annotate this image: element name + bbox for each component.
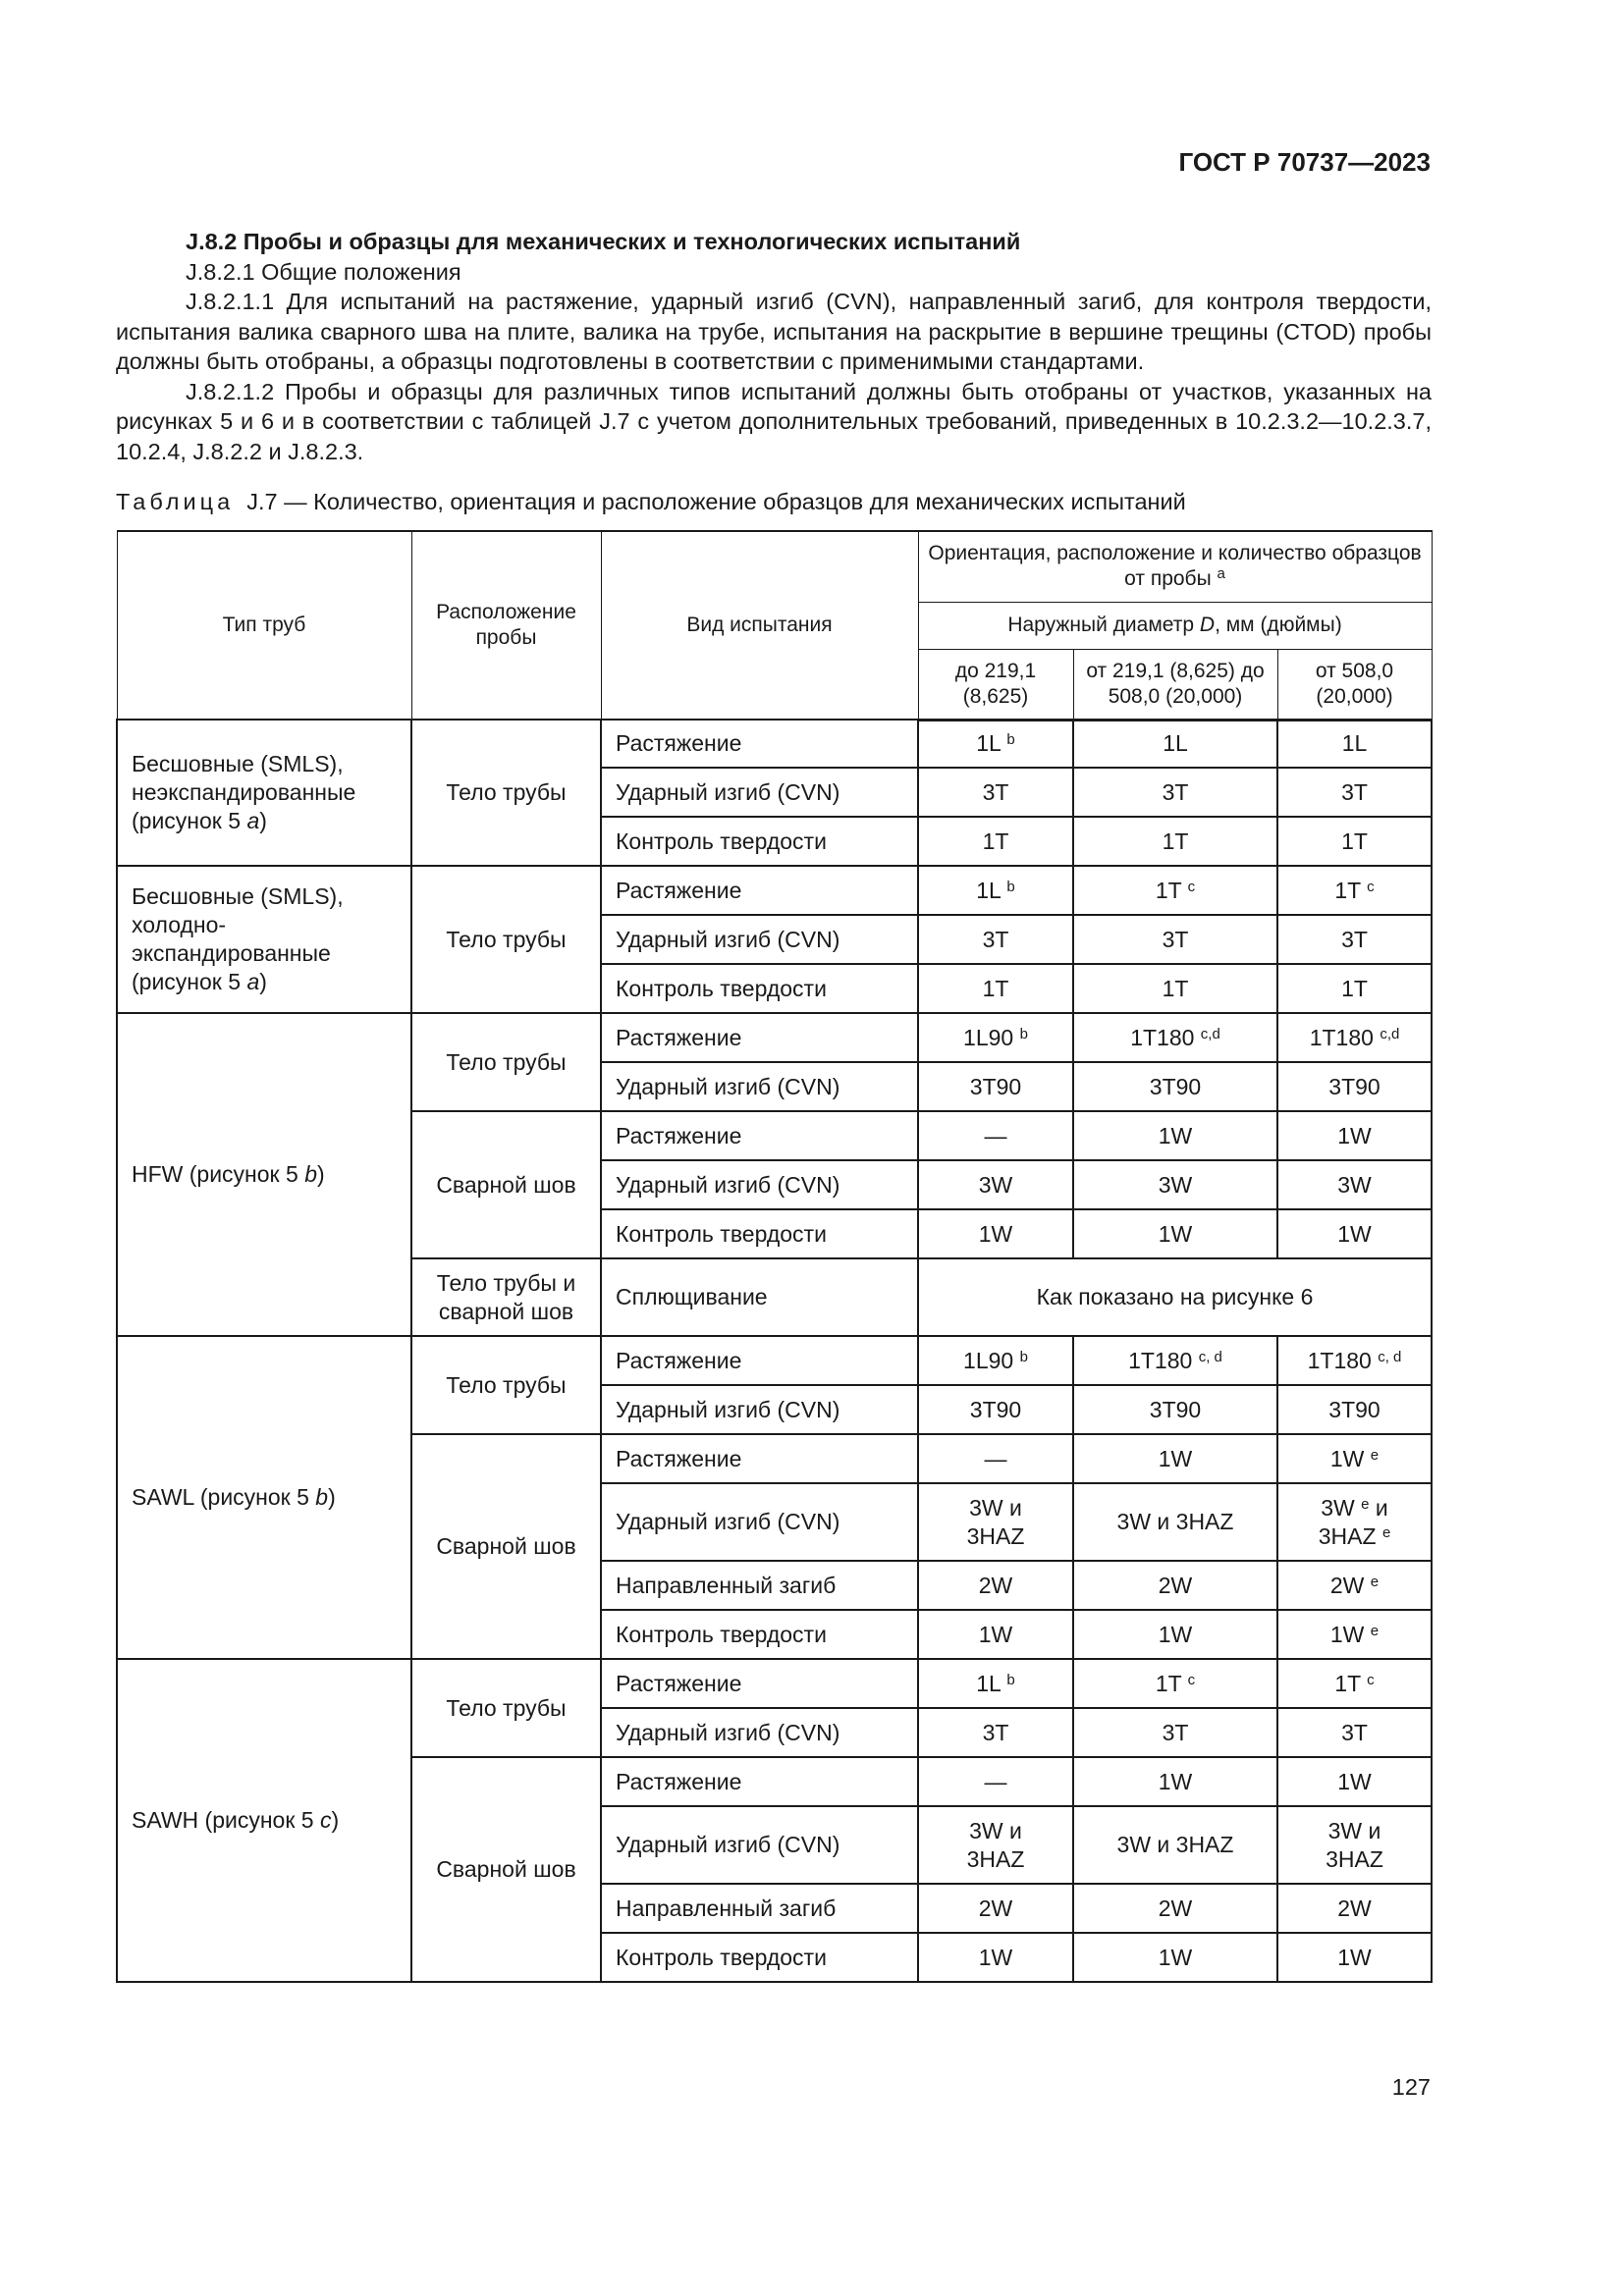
value-cell: 3W	[1277, 1160, 1432, 1209]
section-title: J.8.2 Пробы и образцы для механических и технологических испытаний	[186, 229, 1021, 254]
test-cell: Растяжение	[601, 1434, 918, 1483]
value-cell: 3W и 3HAZ	[1277, 1806, 1432, 1884]
test-cell: Сплющивание	[601, 1258, 918, 1336]
value-cell: —	[918, 1111, 1073, 1160]
value-cell: 1T180 $^{c,d}$	[1073, 1013, 1277, 1062]
test-cell: Растяжение	[601, 1111, 918, 1160]
header-orientation: Ориентация, расположение и количество образцов от пробы $^a$	[918, 531, 1432, 602]
test-cell: Ударный изгиб (CVN)	[601, 1385, 918, 1434]
value-cell: 1T $^c$	[1277, 866, 1432, 915]
header-diameter: Наружный диаметр D, мм (дюймы)	[918, 602, 1432, 649]
value-cell: 2W	[1073, 1561, 1277, 1610]
test-cell: Контроль твердости	[601, 964, 918, 1013]
header-test: Вид испытания	[601, 531, 918, 720]
value-cell: 1L	[1277, 720, 1432, 768]
test-cell: Ударный изгиб (CVN)	[601, 915, 918, 964]
location-cell: Тело трубы	[411, 720, 601, 866]
location-cell: Тело трубы	[411, 1659, 601, 1757]
value-cell: 1L $^b$	[918, 866, 1073, 915]
page-number: 127	[1391, 2074, 1431, 2100]
value-cell: 1L	[1073, 720, 1277, 768]
value-cell: 1T $^c$	[1073, 1659, 1277, 1708]
location-cell: Тело трубы и сварной шов	[411, 1258, 601, 1336]
test-cell: Ударный изгиб (CVN)	[601, 768, 918, 817]
value-cell: 2W	[1073, 1884, 1277, 1933]
value-cell: —	[918, 1434, 1073, 1483]
table-row	[117, 1013, 1432, 1062]
location-cell: Тело трубы	[411, 866, 601, 1013]
value-cell: 1W	[918, 1610, 1073, 1659]
value-cell: 1W	[918, 1933, 1073, 1982]
table-row	[117, 720, 1432, 768]
value-cell: 1T180 $^{c, d}$	[1073, 1336, 1277, 1385]
value-cell: 3T90	[1277, 1062, 1432, 1111]
pipe-type-cell: Бесшовные (SMLS), неэкспандированные (рисунок 5 a)	[117, 720, 411, 866]
location-cell: Сварной шов	[411, 1434, 601, 1659]
value-cell: 3T90	[1073, 1385, 1277, 1434]
value-cell: 3T	[1277, 915, 1432, 964]
value-cell: 1W	[1277, 1111, 1432, 1160]
value-cell: —	[918, 1757, 1073, 1806]
value-cell: 3W и 3HAZ	[918, 1483, 1073, 1561]
test-cell: Растяжение	[601, 1659, 918, 1708]
table-row	[117, 866, 1432, 915]
value-cell: 3T	[1277, 1708, 1432, 1757]
test-cell: Контроль твердости	[601, 1209, 918, 1258]
value-cell: 3T	[918, 1708, 1073, 1757]
value-cell: 1W $^e$	[1277, 1610, 1432, 1659]
test-cell: Направленный загиб	[601, 1561, 918, 1610]
table-row	[117, 1659, 1432, 1708]
header-location: Расположение пробы	[411, 531, 601, 720]
test-cell: Растяжение	[601, 720, 918, 768]
header-col2: от 219,1 (8,625) до 508,0 (20,000)	[1073, 649, 1277, 720]
value-cell: 1W	[1073, 1610, 1277, 1659]
test-cell: Ударный изгиб (CVN)	[601, 1483, 918, 1561]
subsection-title: J.8.2.1 Общие положения	[186, 258, 461, 285]
value-cell: 3T90	[918, 1062, 1073, 1111]
value-cell: 1W	[1073, 1434, 1277, 1483]
value-cell: 2W	[1277, 1884, 1432, 1933]
location-cell: Сварной шов	[411, 1111, 601, 1258]
value-cell: 1T180 $^{c,d}$	[1277, 1013, 1432, 1062]
value-cell: 3W	[1073, 1160, 1277, 1209]
header-col1: до 219,1 (8,625)	[918, 649, 1073, 720]
section-text	[116, 227, 1432, 466]
test-cell: Растяжение	[601, 1757, 918, 1806]
location-cell: Тело трубы	[411, 1013, 601, 1111]
location-cell: Тело трубы	[411, 1336, 601, 1434]
value-cell: 3T	[1073, 1708, 1277, 1757]
value-cell: 3T90	[1277, 1385, 1432, 1434]
test-cell: Ударный изгиб (CVN)	[601, 1160, 918, 1209]
value-cell: 1T $^c$	[1073, 866, 1277, 915]
test-cell: Ударный изгиб (CVN)	[601, 1806, 918, 1884]
test-cell: Ударный изгиб (CVN)	[601, 1708, 918, 1757]
specimen-table	[116, 530, 1433, 1983]
value-cell: 2W $^e$	[1277, 1561, 1432, 1610]
header-pipe-type: Тип труб	[117, 531, 411, 720]
test-cell: Контроль твердости	[601, 817, 918, 866]
pipe-type-cell: SAWH (рисунок 5 c)	[117, 1659, 411, 1982]
value-cell: 3W	[918, 1160, 1073, 1209]
document-code: ГОСТ Р 70737—2023	[1178, 147, 1431, 177]
value-cell: 1T	[1073, 817, 1277, 866]
value-cell: 1T	[1277, 817, 1432, 866]
value-cell: 1T	[918, 817, 1073, 866]
value-cell: 3T	[1277, 768, 1432, 817]
value-cell: 3W и 3HAZ	[918, 1806, 1073, 1884]
value-cell: 1W	[1073, 1111, 1277, 1160]
table-caption: Таблица J.7 — Количество, ориентация и расположение образцов для механических испытаний	[116, 489, 1186, 514]
value-cell: 3W $^e$ и 3HAZ $^e$	[1277, 1483, 1432, 1561]
value-cell: 3T	[918, 768, 1073, 817]
test-cell: Растяжение	[601, 1013, 918, 1062]
test-cell: Направленный загиб	[601, 1884, 918, 1933]
test-cell: Контроль твердости	[601, 1610, 918, 1659]
table-row	[117, 1336, 1432, 1385]
value-cell: 1W	[1073, 1933, 1277, 1982]
header-col3: от 508,0 (20,000)	[1277, 649, 1432, 720]
pipe-type-cell: HFW (рисунок 5 b)	[117, 1013, 411, 1336]
value-cell: 3T	[1073, 768, 1277, 817]
value-cell: 1L $^b$	[918, 1659, 1073, 1708]
paragraph-1: J.8.2.1.1 Для испытаний на растяжение, ударный изгиб (CVN), направленный загиб, для контроля твердости, испытания валика сварного шва на плите, валика на трубе, испытания на раскрытие в вершине трещины (CTOD) пробы должны быть отобраны, а образцы подготовлены в соответствии с применимыми стандартами.	[116, 289, 1432, 374]
value-cell: 1W	[1277, 1933, 1432, 1982]
value-cell: 1T180 $^{c, d}$	[1277, 1336, 1432, 1385]
test-cell: Ударный изгиб (CVN)	[601, 1062, 918, 1111]
value-cell: 1L90 $^b$	[918, 1336, 1073, 1385]
value-cell: 2W	[918, 1884, 1073, 1933]
value-cell: 1W	[1277, 1757, 1432, 1806]
value-cell: 1W $^e$	[1277, 1434, 1432, 1483]
location-cell: Сварной шов	[411, 1757, 601, 1982]
value-cell: 1W	[1277, 1209, 1432, 1258]
pipe-type-cell: SAWL (рисунок 5 b)	[117, 1336, 411, 1659]
value-cell: 3W и 3HAZ	[1073, 1483, 1277, 1561]
value-cell: 3T90	[1073, 1062, 1277, 1111]
value-cell: 1L90 $^b$	[918, 1013, 1073, 1062]
test-cell: Растяжение	[601, 1336, 918, 1385]
value-cell: 1L $^b$	[918, 720, 1073, 768]
value-cell: 3T	[1073, 915, 1277, 964]
value-cell: 3T90	[918, 1385, 1073, 1434]
pipe-type-cell: Бесшовные (SMLS), холодно-экспандированные (рисунок 5 a)	[117, 866, 411, 1013]
value-cell: 1W	[918, 1209, 1073, 1258]
value-cell: 1T $^c$	[1277, 1659, 1432, 1708]
value-cell: 3T	[918, 915, 1073, 964]
value-cell: 1T	[918, 964, 1073, 1013]
value-cell: Как показано на рисунке 6	[918, 1258, 1432, 1336]
test-cell: Растяжение	[601, 866, 918, 915]
value-cell: 1T	[1277, 964, 1432, 1013]
value-cell: 2W	[918, 1561, 1073, 1610]
test-cell: Контроль твердости	[601, 1933, 918, 1982]
value-cell: 1T	[1073, 964, 1277, 1013]
paragraph-2: J.8.2.1.2 Пробы и образцы для различных типов испытаний должны быть отобраны от участков, указанных на рисунках 5 и 6 и в соответствии с таблицей J.7 с учетом дополнительных требований, приведенных в 10.2.3.2—10.2.3.7, 10.2.4, J.8.2.2 и J.8.2.3.	[116, 378, 1432, 464]
value-cell: 1W	[1073, 1757, 1277, 1806]
value-cell: 3W и 3HAZ	[1073, 1806, 1277, 1884]
value-cell: 1W	[1073, 1209, 1277, 1258]
